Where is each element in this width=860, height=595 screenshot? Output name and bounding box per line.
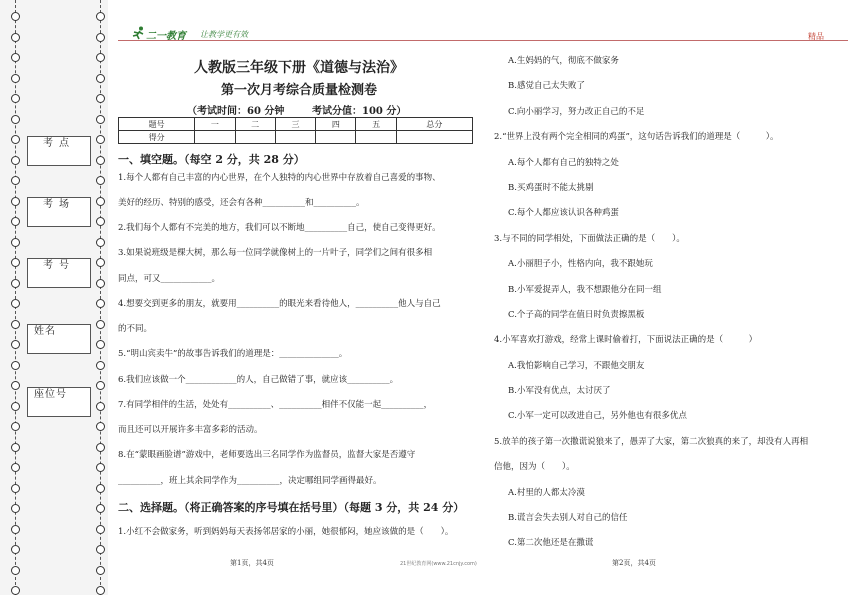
binding-hole (96, 217, 105, 226)
binding-hole (11, 94, 20, 103)
exam-score: 考试分值：100 分） (312, 106, 407, 117)
brand-logo-text: 二一教育 (146, 31, 186, 42)
score-cell: 题号 (119, 118, 195, 131)
binding-hole (11, 115, 20, 124)
binding-hole (11, 545, 20, 554)
option-text: B.小军爱捉弄人，我不想跟他分在同一组 (508, 285, 662, 295)
field-exam-number-box[interactable] (27, 273, 91, 288)
binding-hole (11, 279, 20, 288)
binding-hole (96, 504, 105, 513)
brand-slogan: 让教学更有效 (200, 30, 248, 39)
binding-hole (11, 74, 20, 83)
binding-hole (96, 53, 105, 62)
quality-badge: 精品 (808, 32, 824, 41)
score-table-score-row (119, 131, 473, 144)
question-text: 3.如果说班级是棵大树，那么每一位同学就像树上的一片叶子，同学们之间有很多相 (118, 248, 433, 258)
score-cell: 三 (275, 118, 315, 131)
field-exam-number-label: 考号 (27, 258, 91, 274)
score-input-cell[interactable] (396, 131, 472, 144)
question-text: 1.每个人都有自己丰富的内心世界，在个人独特的内心世界中存放着自己喜爱的事物、 (118, 173, 441, 183)
question-text: 信他，因为（ ）。 (494, 462, 575, 472)
binding-hole (96, 33, 105, 42)
binding-hole (11, 361, 20, 370)
score-cell: 五 (356, 118, 396, 131)
binding-hole (96, 443, 105, 452)
field-exam-site-label: 考点 (27, 136, 91, 152)
exam-time: （考试时间：60 分钟 (187, 106, 285, 117)
question-text: 1.小红不会做家务，听到妈妈每天表扬邻居家的小丽，她很郁闷，她应该做的是（ ）。 (118, 527, 454, 537)
binding-hole (11, 197, 20, 206)
question-text: 同点，可又____________。 (118, 274, 221, 284)
field-exam-room-box[interactable] (27, 212, 91, 227)
option-text: A.我怕影响自己学习，不跟他交朋友 (508, 361, 645, 371)
score-input-cell[interactable] (235, 131, 275, 144)
binding-hole (11, 525, 20, 534)
question-text: 3.与不同的同学相处，下面做法正确的是（ ）。 (494, 234, 685, 244)
binding-hole (96, 135, 105, 144)
score-cell: 四 (316, 118, 356, 131)
binding-hole (96, 586, 105, 595)
option-text: B.感觉自己太失败了 (508, 81, 585, 91)
binding-hole (96, 74, 105, 83)
question-text: 5.放羊的孩子第一次撒谎说狼来了，愚弄了大家，第二次狼真的来了，却没有人再相 (494, 437, 809, 447)
binding-hole (96, 545, 105, 554)
option-text: B.谎言会失去别人对自己的信任 (508, 513, 628, 523)
binding-hole (11, 53, 20, 62)
binding-hole (11, 504, 20, 513)
field-name-label: 姓名 (27, 324, 91, 340)
binding-hole (11, 135, 20, 144)
binding-hole (11, 156, 20, 165)
field-exam-room-label: 考场 (27, 197, 91, 213)
score-input-cell[interactable] (356, 131, 396, 144)
option-text: C.小军一定可以改进自己，另外他也有很多优点 (508, 411, 687, 421)
binding-hole (96, 115, 105, 124)
question-text: __________，班上其余同学作为__________，决定哪组同学画得最好。 (118, 476, 382, 486)
binding-hole (96, 525, 105, 534)
binding-hole (96, 463, 105, 472)
binding-hole (11, 340, 20, 349)
question-text: 而且还可以开展许多丰富多彩的活动。 (118, 425, 263, 435)
section-fill-blank-heading: 一、填空题。（每空 2 分，共 28 分） (118, 153, 305, 166)
binding-hole (11, 258, 20, 267)
option-text: A.小丽胆子小，性格内向，我不跟她玩 (508, 259, 653, 269)
field-seat-label: 座位号 (27, 387, 91, 403)
option-text: A.生妈妈的气，彻底不做家务 (508, 56, 619, 66)
binding-hole (11, 33, 20, 42)
binding-hole (96, 279, 105, 288)
binding-hole (11, 238, 20, 247)
binding-hole (96, 258, 105, 267)
option-text: C.向小丽学习，努力改正自己的不足 (508, 107, 645, 117)
score-cell: 一 (195, 118, 235, 131)
option-text: B.买鸡蛋时不能太挑剔 (508, 183, 594, 193)
binding-hole (11, 176, 20, 185)
score-row-label: 得分 (119, 131, 195, 144)
binding-hole (11, 463, 20, 472)
binding-hole (96, 238, 105, 247)
binding-hole (11, 381, 20, 390)
question-text: 的不同。 (118, 324, 153, 334)
binding-hole (96, 197, 105, 206)
score-cell: 总分 (396, 118, 472, 131)
binding-hole (96, 402, 105, 411)
field-name-box[interactable] (27, 339, 91, 354)
page-footer-right: 第2页，共4页 (612, 559, 656, 567)
option-text: C.第二次他还是在撒谎 (508, 538, 594, 548)
binding-hole (96, 320, 105, 329)
field-exam-site-box[interactable] (27, 151, 91, 166)
score-input-cell[interactable] (316, 131, 356, 144)
binding-hole (96, 299, 105, 308)
field-seat-box[interactable] (27, 402, 91, 417)
binding-hole (96, 484, 105, 493)
binding-hole (96, 340, 105, 349)
binding-hole (11, 566, 20, 575)
question-text: 8.在“蒙眼画脸谱”游戏中，老师要选出三名同学作为监督员，监督大家是否遵守 (118, 450, 416, 460)
score-cell: 二 (235, 118, 275, 131)
binding-hole (11, 217, 20, 226)
page-footer-left: 第1页，共4页 (230, 559, 274, 567)
binding-hole (11, 12, 20, 21)
question-text: 美好的经历、特别的感受，还会有各种__________和__________。 (118, 198, 365, 208)
binding-hole (96, 94, 105, 103)
question-text: 6.我们应该做一个____________的人，自己做错了事，就应该__________。 (118, 375, 399, 385)
header-rule (118, 40, 848, 41)
binding-hole (96, 156, 105, 165)
binding-hole (96, 176, 105, 185)
binding-hole (11, 443, 20, 452)
question-text: 7.有同学相伴的生活，处处有__________、__________相伴不仅能一起__________， (118, 400, 433, 410)
question-text: 5.“明山宾卖牛”的故事告诉我们的道理是：______________。 (118, 349, 348, 359)
score-table (118, 117, 473, 144)
runner-logo-icon (130, 26, 146, 40)
binding-hole (11, 422, 20, 431)
binding-hole (96, 12, 105, 21)
score-input-cell[interactable] (195, 131, 235, 144)
score-table-header-row (119, 118, 473, 131)
binding-hole (11, 586, 20, 595)
question-text: 4.小军喜欢打游戏，经常上课时偷着打，下面说法正确的是（ ） (494, 335, 758, 345)
option-text: A.村里的人都太冷漠 (508, 488, 585, 498)
binding-hole (11, 402, 20, 411)
binding-hole (11, 484, 20, 493)
binding-hole (96, 422, 105, 431)
site-watermark: 21世纪教育网(www.21cnjy.com) (400, 561, 477, 567)
binding-hole (11, 299, 20, 308)
option-text: B.小军没有优点，太讨厌了 (508, 386, 611, 396)
binding-hole (96, 566, 105, 575)
paper-subtitle: 第一次月考综合质量检测卷 (220, 83, 377, 98)
section-choice-heading: 二、选择题。（将正确答案的序号填在括号里）（每题 3 分，共 24 分） (118, 501, 465, 514)
option-text: C.个子高的同学在值日时负责擦黑板 (508, 310, 645, 320)
question-text: 2.“世界上没有两个完全相同的鸡蛋”，这句话告诉我们的道理是（ ）。 (494, 132, 779, 142)
question-text: 2.我们每个人都有不完美的地方，我们可以不断地__________自己，使自己变得更好。 (118, 223, 441, 233)
binding-hole (96, 361, 105, 370)
score-input-cell[interactable] (275, 131, 315, 144)
binding-hole (11, 320, 20, 329)
option-text: A.每个人都有自己的独特之处 (508, 158, 619, 168)
question-text: 4.想要交到更多的朋友，就要用__________的眼光来看待他人，__________他人与自己 (118, 299, 441, 309)
option-text: C.每个人都应该认识各种鸡蛋 (508, 208, 619, 218)
binding-hole (96, 381, 105, 390)
paper-title: 人教版三年级下册《道德与法治》 (194, 60, 404, 76)
